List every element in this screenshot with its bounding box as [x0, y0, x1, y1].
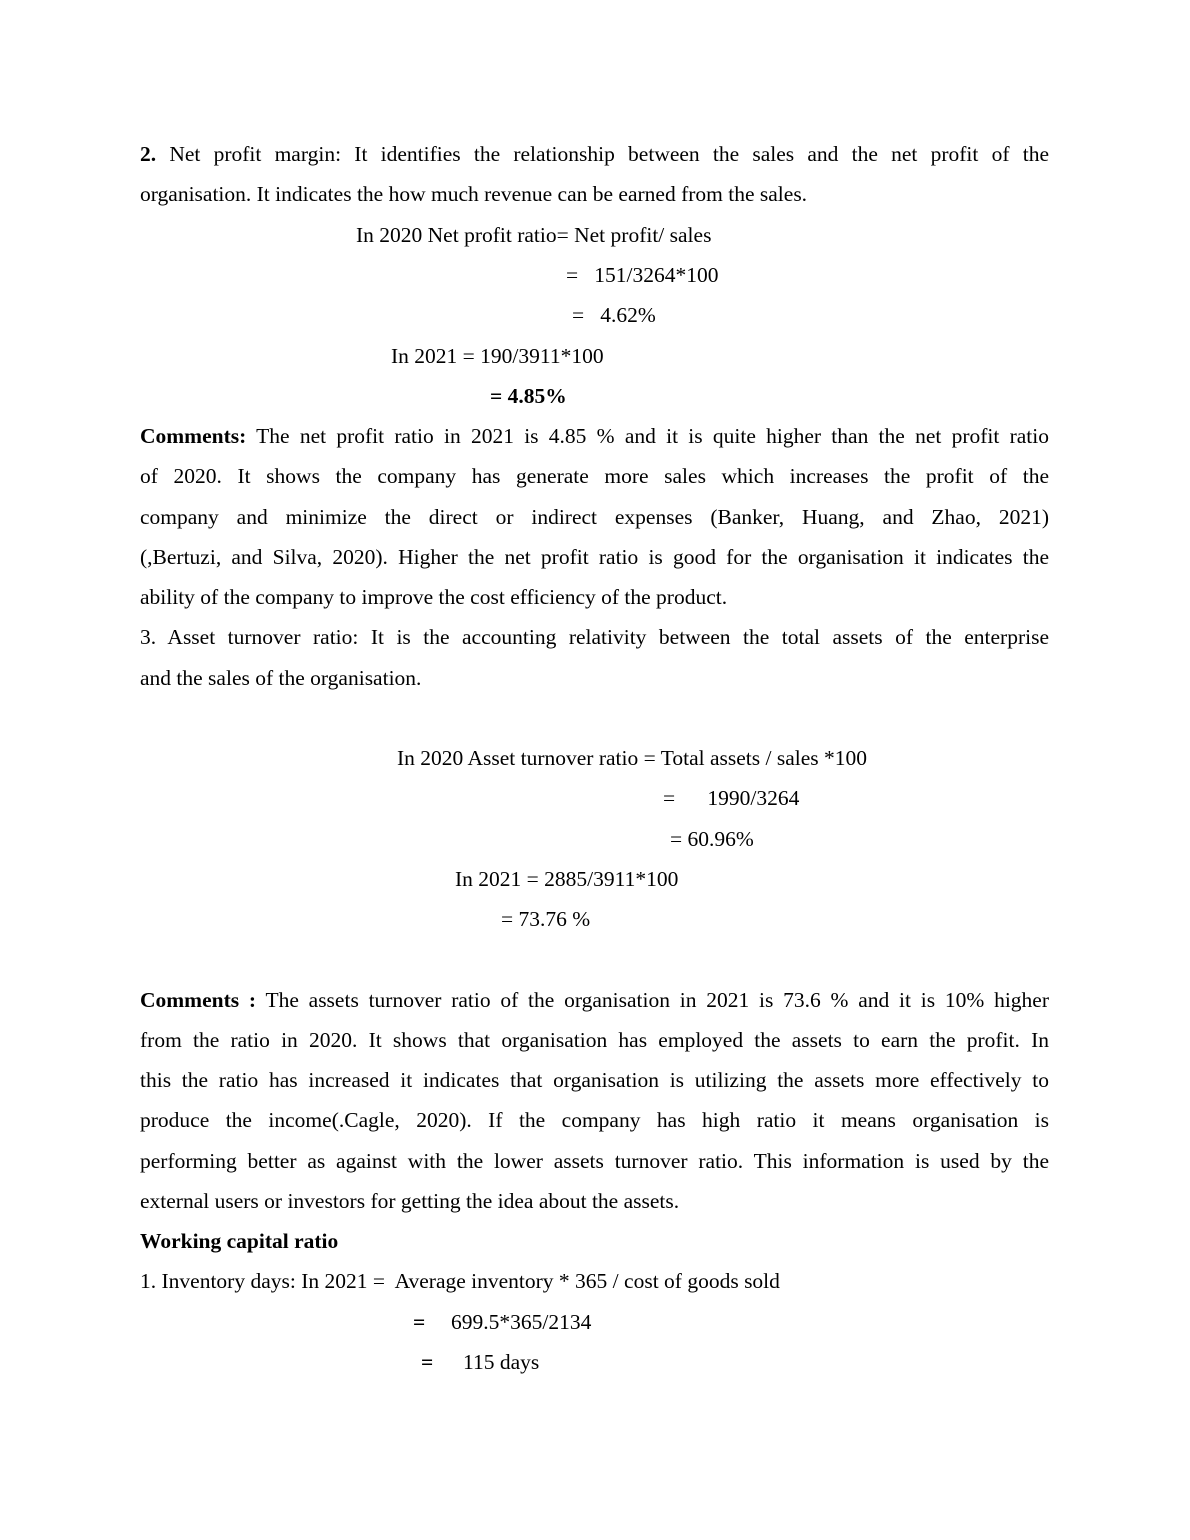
formula-line: In 2021 = 190/3911*100	[391, 344, 604, 368]
comments-paragraph-line-4: (,Bertuzi, and Silva, 2020). Higher the net profit ratio is good for the organisation it indicates the	[140, 545, 1049, 569]
comments-paragraph-line-5: ability of the company to improve the cost efficiency of the product.	[140, 585, 728, 609]
formula-result: = 4.85%	[490, 384, 567, 408]
section-number: 2.	[140, 142, 157, 166]
formula-result: = 73.76 %	[501, 907, 591, 931]
paragraph-text: The net profit ratio in 2021 is 4.85 % and it is quite higher than the net profit ratio	[246, 424, 1049, 448]
net-profit-margin-paragraph-line-1	[140, 141, 1049, 167]
comments-label: Comments :	[140, 988, 257, 1012]
comments-paragraph-line-4: produce the income(.Cagle, 2020). If the company has high ratio it means organisation is	[140, 1108, 1049, 1132]
inventory-days-line: 1. Inventory days: In 2021 = Average inventory * 365 / cost of goods sold	[140, 1269, 780, 1293]
equals-sign: =	[421, 1350, 434, 1374]
paragraph-text: The assets turnover ratio of the organisation in 2021 is 73.6 % and it is 10% higher	[256, 988, 1049, 1012]
asset-turnover-paragraph-line-1: 3. Asset turnover ratio: It is the accounting relativity between the total assets of the enterprise	[140, 625, 1049, 649]
formula-line: In 2020 Asset turnover ratio = Total assets / sales *100	[397, 746, 868, 770]
paragraph-text: Net profit margin: It identifies the relationship between the sales and the net profit of the	[169, 142, 1049, 166]
comments-paragraph-line-2: of 2020. It shows the company has generate more sales which increases the profit of the	[140, 464, 1049, 488]
comments-paragraph-line-6: external users or investors for getting the idea about the assets.	[140, 1189, 680, 1213]
formula-line: In 2020 Net profit ratio= Net profit/ sales	[356, 223, 712, 247]
equals-sign: =	[413, 1310, 426, 1334]
formula-line: = 1990/3264	[663, 786, 800, 810]
asset-turnover-paragraph-line-2: and the sales of the organisation.	[140, 666, 422, 690]
formula-line: = 4.62%	[572, 303, 656, 327]
formula-line: = 60.96%	[670, 827, 754, 851]
comments-paragraph-line-5: performing better as against with the lower assets turnover ratio. This information is used by the	[140, 1149, 1049, 1173]
comments-paragraph-line-3: this the ratio has increased it indicates that organisation is utilizing the assets more effectively to	[140, 1068, 1049, 1092]
comments-paragraph-line-1	[140, 423, 1049, 449]
formula-line: In 2021 = 2885/3911*100	[455, 867, 679, 891]
formula-line: 699.5*365/2134	[451, 1310, 592, 1334]
comments-label: Comments:	[140, 424, 247, 448]
comments-paragraph-line-1	[140, 987, 1049, 1013]
formula-line: = 151/3264*100	[566, 263, 719, 287]
comments-paragraph-line-3: company and minimize the direct or indirect expenses (Banker, Huang, and Zhao, 2021)	[140, 505, 1049, 529]
section-heading: Working capital ratio	[140, 1229, 339, 1253]
formula-result: 115 days	[463, 1350, 540, 1374]
comments-paragraph-line-2: from the ratio in 2020. It shows that organisation has employed the assets to earn the profit. In	[140, 1028, 1049, 1052]
net-profit-margin-paragraph-line-2: organisation. It indicates the how much revenue can be earned from the sales.	[140, 182, 808, 206]
